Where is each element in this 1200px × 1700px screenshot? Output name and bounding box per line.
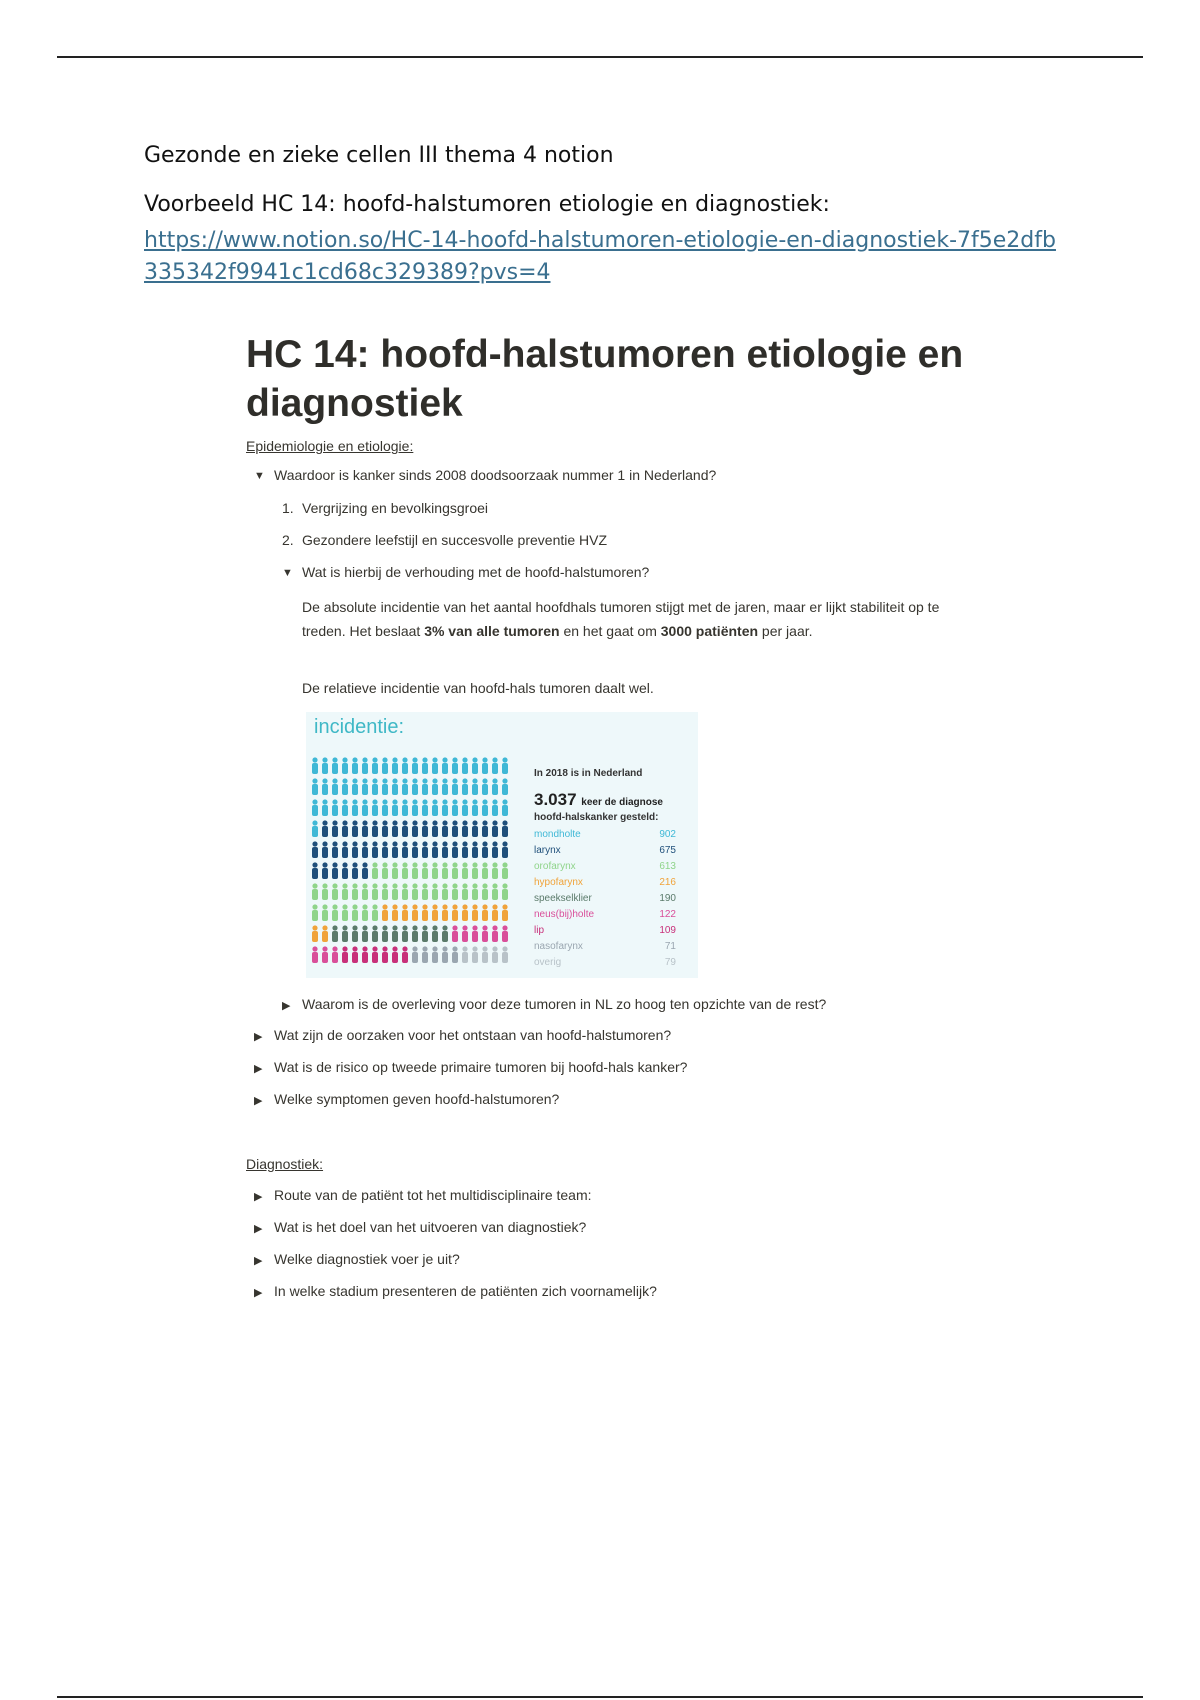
person-icon: [382, 820, 388, 837]
person-icon: [412, 820, 418, 837]
top-rule: [57, 56, 1143, 58]
person-icon: [422, 862, 428, 879]
person-icon: [502, 883, 508, 900]
toggle-closed-icon[interactable]: ▶: [254, 1287, 263, 1299]
person-icon: [402, 757, 408, 774]
person-icon: [352, 778, 358, 795]
site-label: lip: [534, 925, 545, 936]
person-icon: [462, 799, 468, 816]
list-number-1: 1.: [282, 500, 294, 516]
person-icon: [322, 904, 328, 921]
person-icon: [372, 883, 378, 900]
person-icon: [412, 778, 418, 795]
person-icon: [392, 925, 398, 942]
person-icon: [372, 778, 378, 795]
person-icon: [422, 925, 428, 942]
example-label: Voorbeeld HC 14: hoofd-halstumoren etiologie en diagnostiek:: [144, 192, 830, 217]
person-icon: [472, 904, 478, 921]
person-icon: [312, 925, 318, 942]
person-icon: [502, 925, 508, 942]
person-icon: [342, 778, 348, 795]
site-value: 79: [664, 957, 676, 968]
person-icon: [342, 904, 348, 921]
person-icon: [472, 925, 478, 942]
person-icon: [322, 946, 328, 963]
person-icon: [342, 820, 348, 837]
person-icon: [442, 862, 448, 879]
person-icon: [402, 904, 408, 921]
site-value: 109: [659, 925, 676, 936]
person-icon: [412, 904, 418, 921]
person-icon: [422, 883, 428, 900]
toggle-closed-icon[interactable]: ▶: [254, 1063, 263, 1075]
list-item-1: Vergrijzing en bevolkingsgroei: [302, 500, 488, 516]
person-icon: [332, 799, 338, 816]
person-icon: [332, 883, 338, 900]
person-icon: [472, 757, 478, 774]
toggle-d1[interactable]: Route van de patiënt tot het multidisciplinaire team:: [274, 1187, 592, 1203]
toggle-q4[interactable]: Welke symptomen geven hoofd-halstumoren?: [274, 1091, 560, 1107]
heading-diagnostiek: Diagnostiek:: [246, 1156, 324, 1172]
person-icon: [312, 757, 318, 774]
person-icon: [482, 925, 488, 942]
person-icon: [432, 757, 438, 774]
person-icon: [452, 883, 458, 900]
person-icon: [452, 841, 458, 858]
person-icon: [492, 757, 498, 774]
person-icon: [392, 841, 398, 858]
person-icon: [382, 862, 388, 879]
bottom-rule: [57, 1696, 1143, 1698]
person-icon: [422, 820, 428, 837]
person-icon: [352, 841, 358, 858]
person-icon: [492, 820, 498, 837]
person-icon: [402, 946, 408, 963]
person-icon: [432, 841, 438, 858]
person-icon: [472, 841, 478, 858]
person-icon: [452, 778, 458, 795]
person-icon: [502, 862, 508, 879]
heading-epidemiologie: Epidemiologie en etiologie:: [246, 438, 414, 454]
person-icon: [442, 883, 448, 900]
person-icon: [322, 820, 328, 837]
person-icon: [452, 925, 458, 942]
person-icon: [482, 883, 488, 900]
toggle-open-icon[interactable]: ▼: [282, 567, 293, 579]
person-icon: [352, 904, 358, 921]
person-icon: [412, 799, 418, 816]
person-icon: [362, 820, 368, 837]
person-icon: [442, 904, 448, 921]
site-label: overig: [534, 957, 562, 968]
person-icon: [492, 862, 498, 879]
site-label: speekselklier: [534, 893, 592, 904]
person-icon: [312, 946, 318, 963]
person-icon: [452, 820, 458, 837]
person-icon: [352, 757, 358, 774]
person-icon: [382, 904, 388, 921]
person-icon: [472, 778, 478, 795]
person-icon: [462, 862, 468, 879]
person-icon: [392, 799, 398, 816]
person-icon: [412, 883, 418, 900]
person-icon: [472, 883, 478, 900]
toggle-q1[interactable]: Waardoor is kanker sinds 2008 doodsoorzaak nummer 1 in Nederland?: [274, 467, 717, 483]
notion-screenshot: [226, 320, 986, 1310]
toggle-q2[interactable]: Wat zijn de oorzaken voor het ontstaan van hoofd-halstumoren?: [274, 1027, 672, 1043]
list-number-2: 2.: [282, 532, 294, 548]
person-icon: [392, 946, 398, 963]
person-icon: [462, 904, 468, 921]
site-label: neus(bij)holte: [534, 909, 595, 920]
person-icon: [452, 946, 458, 963]
person-icon: [332, 862, 338, 879]
toggle-d4[interactable]: In welke stadium presenteren de patiënten zich voornamelijk?: [274, 1283, 657, 1299]
paragraph-incidence: De absolute incidentie van het aantal hoofdhals tumoren stijgt met de jaren, maar er lijkt stabiliteit op te treden. Het beslaat 3% van alle tumoren en het gaat om 3000 patiënten per jaar.: [302, 599, 940, 639]
person-icon: [362, 841, 368, 858]
toggle-q3[interactable]: Wat is de risico op tweede primaire tumoren bij hoofd-hals kanker?: [274, 1059, 688, 1075]
person-icon: [472, 862, 478, 879]
person-icon: [322, 925, 328, 942]
person-icon: [442, 820, 448, 837]
person-icon: [342, 799, 348, 816]
site-label: hypofarynx: [534, 877, 583, 888]
people-pictogram: [310, 756, 520, 976]
site-value: 902: [659, 829, 676, 840]
person-icon: [402, 862, 408, 879]
site-value: 216: [659, 877, 676, 888]
toggle-sub-q2[interactable]: Waarom is de overleving voor deze tumoren in NL zo hoog ten opzichte van de rest?: [302, 996, 827, 1012]
person-icon: [342, 862, 348, 879]
site-value: 71: [664, 941, 676, 952]
person-icon: [362, 757, 368, 774]
person-icon: [372, 757, 378, 774]
person-icon: [352, 799, 358, 816]
person-icon: [372, 820, 378, 837]
person-icon: [312, 820, 318, 837]
person-icon: [472, 799, 478, 816]
site-label: larynx: [534, 845, 561, 856]
person-icon: [492, 778, 498, 795]
person-icon: [342, 757, 348, 774]
person-icon: [322, 862, 328, 879]
person-icon: [482, 862, 488, 879]
toggle-d3[interactable]: Welke diagnostiek voer je uit?: [274, 1251, 460, 1267]
toggle-sub-q[interactable]: Wat is hierbij de verhouding met de hoofd-halstumoren?: [302, 564, 650, 580]
person-icon: [322, 757, 328, 774]
person-icon: [482, 778, 488, 795]
person-icon: [342, 841, 348, 858]
infographic-line1: In 2018 is in Nederland: [534, 768, 643, 779]
paragraph-relative: De relatieve incidentie van hoofd-hals tumoren daalt wel.: [302, 680, 654, 696]
person-icon: [492, 946, 498, 963]
person-icon: [362, 862, 368, 879]
site-label: nasofarynx: [534, 941, 583, 952]
person-icon: [412, 841, 418, 858]
person-icon: [462, 841, 468, 858]
person-icon: [442, 757, 448, 774]
person-icon: [482, 757, 488, 774]
person-icon: [492, 904, 498, 921]
person-icon: [402, 820, 408, 837]
person-icon: [372, 799, 378, 816]
list-item-2: Gezondere leefstijl en succesvolle preventie HVZ: [302, 532, 608, 548]
infographic-line3: hoofd-halskanker gesteld:: [534, 812, 659, 823]
person-icon: [372, 862, 378, 879]
person-icon: [382, 757, 388, 774]
person-icon: [392, 778, 398, 795]
notion-page-title: HC 14: hoofd-halstumoren etiologie en diagnostiek: [246, 333, 964, 425]
person-icon: [432, 862, 438, 879]
person-icon: [332, 757, 338, 774]
person-icon: [382, 883, 388, 900]
person-icon: [442, 778, 448, 795]
person-icon: [392, 820, 398, 837]
person-icon: [452, 799, 458, 816]
person-icon: [382, 841, 388, 858]
toggle-closed-icon[interactable]: ▶: [254, 1255, 263, 1267]
person-icon: [332, 841, 338, 858]
person-icon: [312, 778, 318, 795]
person-icon: [322, 841, 328, 858]
incidence-infographic: [306, 712, 698, 978]
person-icon: [372, 841, 378, 858]
person-icon: [392, 862, 398, 879]
person-icon: [362, 925, 368, 942]
person-icon: [362, 883, 368, 900]
person-icon: [362, 799, 368, 816]
person-icon: [462, 820, 468, 837]
person-icon: [502, 820, 508, 837]
person-icon: [352, 925, 358, 942]
person-icon: [422, 841, 428, 858]
site-label: mondholte: [534, 829, 581, 840]
person-icon: [502, 946, 508, 963]
person-icon: [402, 778, 408, 795]
person-icon: [392, 904, 398, 921]
person-icon: [422, 904, 428, 921]
person-icon: [492, 925, 498, 942]
person-icon: [312, 904, 318, 921]
person-icon: [422, 946, 428, 963]
person-icon: [322, 778, 328, 795]
person-icon: [342, 946, 348, 963]
person-icon: [362, 946, 368, 963]
document-title: Gezonde en zieke cellen III thema 4 notion: [144, 143, 614, 168]
person-icon: [412, 925, 418, 942]
person-icon: [492, 841, 498, 858]
person-icon: [362, 904, 368, 921]
site-label: orofarynx: [534, 861, 576, 872]
person-icon: [332, 778, 338, 795]
person-icon: [352, 820, 358, 837]
person-icon: [452, 904, 458, 921]
person-icon: [442, 799, 448, 816]
site-value: 613: [659, 861, 676, 872]
site-value: 675: [659, 845, 676, 856]
person-icon: [472, 946, 478, 963]
toggle-closed-icon[interactable]: ▶: [254, 1031, 263, 1043]
notion-link[interactable]: https://www.notion.so/HC-14-hoofd-halstumoren-etiologie-en-diagnostiek-7f5e2dfb335342f9941c1cd68c329389?pvs=4: [144, 228, 1056, 285]
person-icon: [402, 883, 408, 900]
person-icon: [492, 799, 498, 816]
person-icon: [352, 862, 358, 879]
person-icon: [332, 904, 338, 921]
person-icon: [332, 946, 338, 963]
person-icon: [392, 757, 398, 774]
person-icon: [442, 841, 448, 858]
person-icon: [492, 883, 498, 900]
person-icon: [372, 946, 378, 963]
person-icon: [502, 799, 508, 816]
toggle-d2[interactable]: Wat is het doel van het uitvoeren van diagnostiek?: [274, 1219, 587, 1235]
person-icon: [502, 778, 508, 795]
person-icon: [462, 925, 468, 942]
infographic-total: 3.037 keer de diagnose: [534, 790, 663, 809]
toggle-closed-icon[interactable]: ▶: [254, 1191, 263, 1203]
person-icon: [322, 799, 328, 816]
person-icon: [392, 883, 398, 900]
person-icon: [432, 925, 438, 942]
person-icon: [342, 883, 348, 900]
person-icon: [462, 883, 468, 900]
person-icon: [412, 862, 418, 879]
person-icon: [372, 904, 378, 921]
person-icon: [372, 925, 378, 942]
toggle-closed-icon[interactable]: ▶: [254, 1095, 263, 1107]
person-icon: [382, 778, 388, 795]
person-icon: [432, 799, 438, 816]
person-icon: [362, 778, 368, 795]
person-icon: [312, 841, 318, 858]
person-icon: [482, 904, 488, 921]
person-icon: [432, 946, 438, 963]
site-value: 122: [659, 909, 676, 920]
person-icon: [402, 799, 408, 816]
person-icon: [432, 904, 438, 921]
person-icon: [412, 757, 418, 774]
infographic-title: incidentie:: [314, 716, 405, 738]
person-icon: [432, 883, 438, 900]
person-icon: [502, 757, 508, 774]
person-icon: [422, 757, 428, 774]
person-icon: [342, 925, 348, 942]
person-icon: [482, 946, 488, 963]
person-icon: [322, 883, 328, 900]
person-icon: [382, 946, 388, 963]
person-icon: [412, 946, 418, 963]
person-icon: [482, 820, 488, 837]
person-icon: [432, 820, 438, 837]
person-icon: [352, 946, 358, 963]
person-icon: [382, 925, 388, 942]
person-icon: [482, 841, 488, 858]
person-icon: [432, 778, 438, 795]
person-icon: [332, 820, 338, 837]
person-icon: [452, 862, 458, 879]
person-icon: [442, 946, 448, 963]
person-icon: [382, 799, 388, 816]
person-icon: [422, 778, 428, 795]
person-icon: [312, 799, 318, 816]
person-icon: [402, 841, 408, 858]
person-icon: [402, 925, 408, 942]
person-icon: [462, 757, 468, 774]
person-icon: [502, 841, 508, 858]
person-icon: [312, 862, 318, 879]
toggle-closed-icon[interactable]: ▶: [282, 1000, 291, 1012]
person-icon: [332, 925, 338, 942]
person-icon: [352, 883, 358, 900]
person-icon: [462, 778, 468, 795]
person-icon: [442, 925, 448, 942]
person-icon: [452, 757, 458, 774]
person-icon: [482, 799, 488, 816]
person-icon: [462, 946, 468, 963]
toggle-open-icon[interactable]: ▼: [254, 470, 265, 482]
site-value: 190: [659, 893, 676, 904]
person-icon: [312, 883, 318, 900]
toggle-closed-icon[interactable]: ▶: [254, 1223, 263, 1235]
person-icon: [502, 904, 508, 921]
person-icon: [422, 799, 428, 816]
person-icon: [472, 820, 478, 837]
